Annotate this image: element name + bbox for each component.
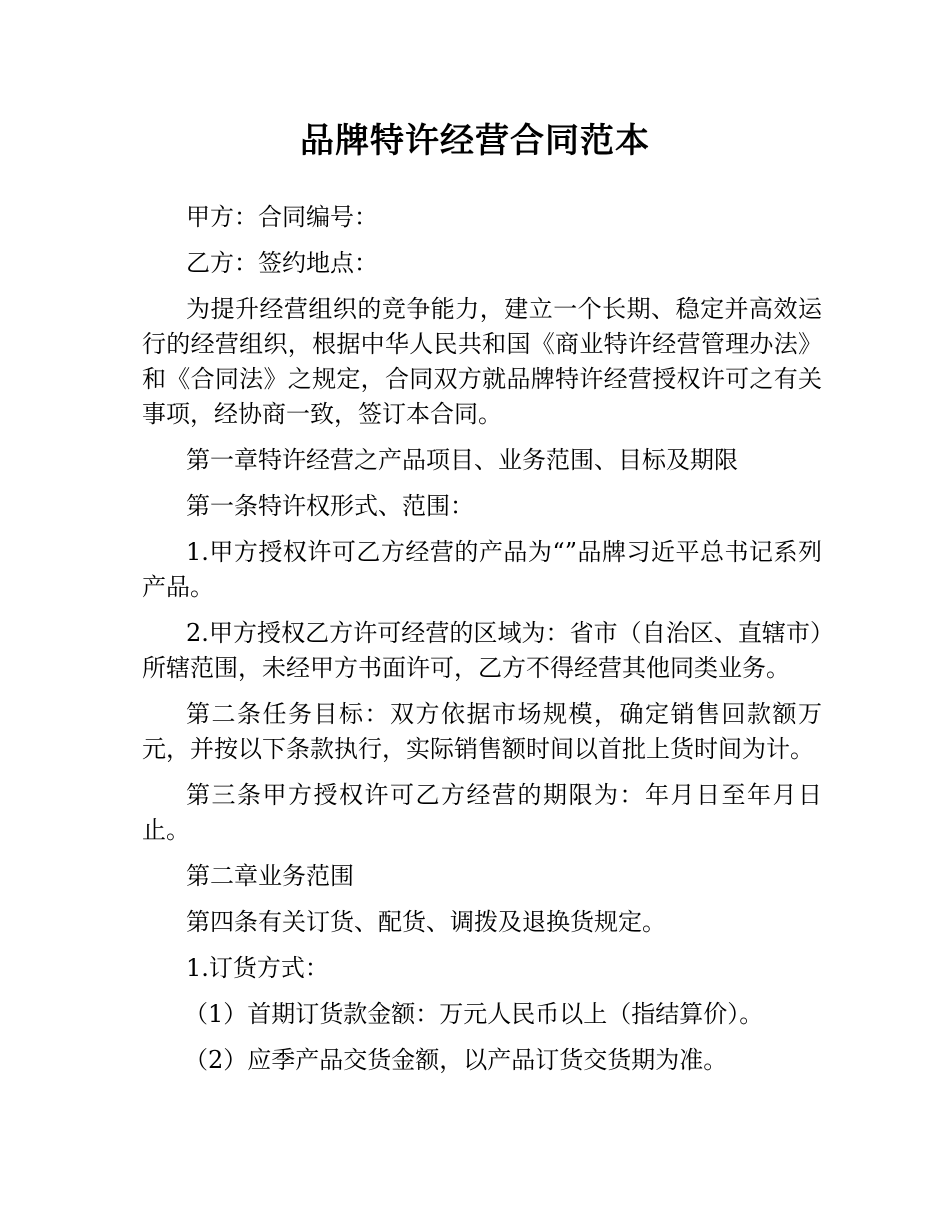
party-a-line: 甲方：合同编号： — [186, 203, 378, 231]
article-paragraph: 第二条任务目标：双方依据市场规模，确定销售回款额万元，并按以下条款执行，实际销售额时间以首批上货时间为计。 — [142, 700, 822, 763]
document-title: 品牌特许经营合同范本 — [300, 121, 650, 161]
article-heading: 第四条有关订货、配货、调拨及退换货规定。 — [186, 908, 666, 936]
sub-clause-paragraph: （2）应季产品交货金额，以产品订货交货期为准。 — [184, 1046, 728, 1074]
clause-paragraph: 1.订货方式： — [186, 954, 329, 982]
sub-clause-paragraph: （1）首期订货款金额：万元人民币以上（指结算价）。 — [184, 1000, 764, 1028]
article-paragraph: 第三条甲方授权许可乙方经营的期限为：年月日至年月日止。 — [142, 781, 822, 844]
preamble-paragraph: 为提升经营组织的竞争能力，建立一个长期、稳定并高效运行的经营组织，根据中华人民共和国《商业特许经营管理办法》和《合同法》之规定，合同双方就品牌特许经营授权许可之有关事项，经协商一致，签订本合同。 — [142, 295, 822, 428]
chapter-heading: 第一章特许经营之产品项目、业务范围、目标及期限 — [186, 446, 738, 474]
clause-paragraph: 2.甲方授权乙方许可经营的区域为：省市（自治区、直辖市）所辖范围，未经甲方书面许可，乙方不得经营其他同类业务。 — [142, 619, 822, 682]
party-b-line: 乙方：签约地点： — [186, 249, 378, 277]
clause-paragraph: 1.甲方授权许可乙方经营的产品为“”品牌习近平总书记系列产品。 — [142, 538, 822, 601]
chapter-heading: 第二章业务范围 — [186, 862, 354, 890]
article-heading: 第一条特许权形式、范围： — [186, 492, 474, 520]
document-body — [142, 200, 822, 1089]
